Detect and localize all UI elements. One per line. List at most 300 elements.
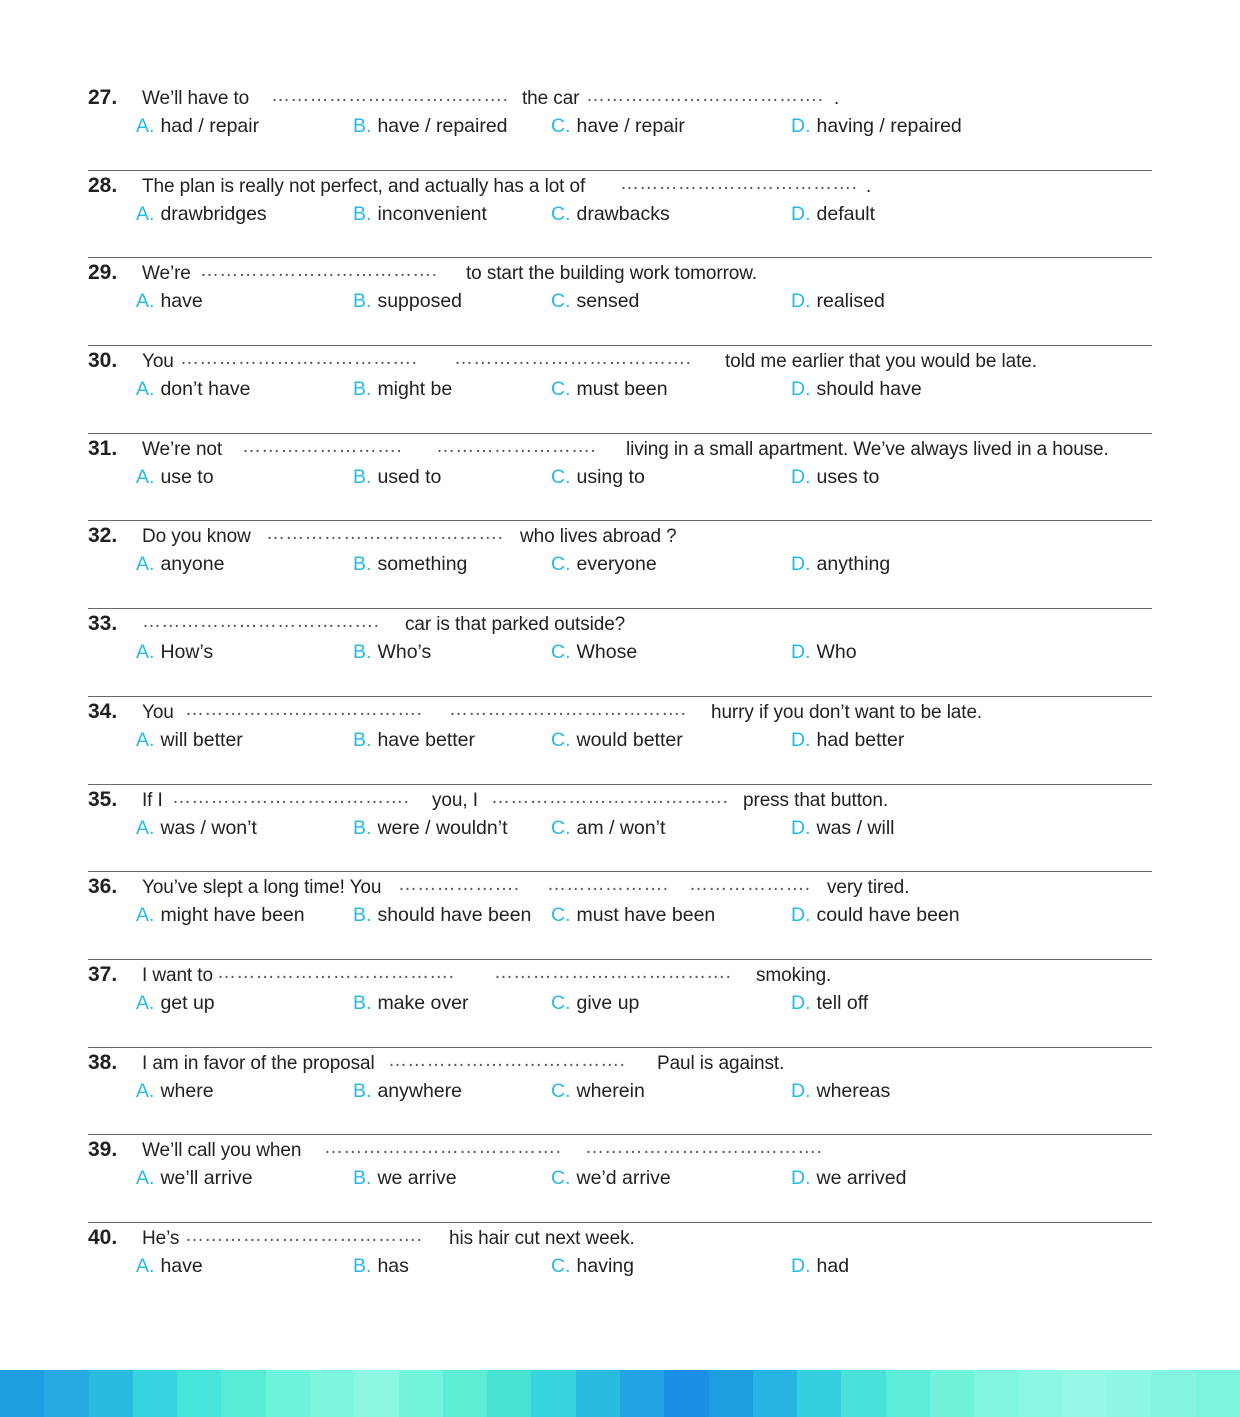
- question-text: We’ll call you when: [142, 1140, 302, 1162]
- question-item: [88, 258, 1152, 346]
- question-stem: [88, 1137, 1152, 1167]
- question-text: If I: [142, 789, 163, 811]
- question-stem: [88, 523, 1152, 553]
- option-letter: B.: [353, 202, 372, 225]
- option-text: wherein: [576, 1079, 645, 1102]
- answer-blank[interactable]: ……………….: [398, 874, 520, 896]
- option-text: anywhere: [377, 1079, 462, 1102]
- question-number: 31.: [88, 436, 118, 460]
- option-text: make over: [377, 991, 469, 1014]
- question-text: You: [142, 351, 174, 373]
- option-b[interactable]: [353, 641, 431, 664]
- answer-blank[interactable]: ……………………………….: [494, 961, 732, 983]
- question-stem: [88, 1050, 1152, 1080]
- option-c[interactable]: [551, 1080, 645, 1103]
- option-text: Who: [816, 641, 857, 664]
- answer-options: [88, 290, 1152, 320]
- option-text: drawbacks: [576, 202, 670, 225]
- option-a[interactable]: [136, 729, 243, 752]
- bar-segment: [1018, 1370, 1062, 1417]
- bar-segment: [487, 1370, 531, 1417]
- option-text: realised: [816, 290, 885, 313]
- option-letter: B.: [353, 904, 372, 927]
- question-text: He’s: [142, 1227, 180, 1249]
- option-letter: C.: [551, 115, 571, 137]
- answer-blank[interactable]: ……………………………….: [324, 1137, 562, 1159]
- option-d[interactable]: [791, 817, 895, 840]
- question-text: I want to: [142, 964, 213, 986]
- question-text: very tired.: [827, 877, 910, 899]
- option-d[interactable]: [791, 1255, 849, 1278]
- bar-segment: [44, 1370, 88, 1417]
- bar-segment: [266, 1370, 310, 1417]
- option-a[interactable]: [136, 378, 250, 401]
- question-number: 40.: [88, 1225, 118, 1249]
- option-letter: A.: [136, 641, 155, 664]
- option-a[interactable]: [136, 203, 267, 226]
- option-text: am / won’t: [576, 816, 666, 839]
- option-letter: A.: [136, 1167, 155, 1190]
- option-letter: A.: [136, 816, 155, 839]
- option-b[interactable]: [353, 466, 441, 489]
- option-a[interactable]: [136, 904, 305, 927]
- option-letter: D.: [791, 202, 811, 225]
- bar-segment: [1196, 1370, 1240, 1417]
- question-number: 29.: [88, 261, 118, 285]
- option-c[interactable]: [551, 729, 683, 752]
- option-d[interactable]: [791, 203, 875, 226]
- question-stem: [88, 260, 1152, 290]
- option-letter: B.: [353, 378, 372, 401]
- answer-blank[interactable]: ……………………………….: [142, 611, 380, 633]
- option-a[interactable]: [136, 115, 259, 138]
- option-text: we’ll arrive: [160, 1167, 253, 1190]
- answer-blank[interactable]: ……………………………….: [585, 1137, 823, 1159]
- question-item: [88, 785, 1152, 873]
- bar-segment: [576, 1370, 620, 1417]
- option-c[interactable]: [551, 290, 639, 313]
- question-text: his hair cut next week.: [449, 1227, 635, 1249]
- bar-segment: [709, 1370, 753, 1417]
- question-text: We’re not: [142, 438, 223, 460]
- question-number: 28.: [88, 173, 118, 197]
- bar-segment: [930, 1370, 974, 1417]
- option-b[interactable]: [353, 378, 452, 401]
- option-letter: D.: [791, 1167, 811, 1190]
- option-text: sensed: [576, 290, 640, 313]
- option-b[interactable]: [353, 992, 468, 1015]
- question-text: Do you know: [142, 526, 251, 548]
- question-stem: [88, 699, 1152, 729]
- option-text: have better: [377, 728, 476, 751]
- question-text: the car: [522, 88, 580, 109]
- option-letter: B.: [353, 991, 372, 1014]
- option-text: whereas: [816, 1079, 891, 1102]
- option-text: had / repair: [160, 115, 260, 137]
- question-text: to start the building work tomorrow.: [466, 263, 758, 285]
- option-d[interactable]: [791, 553, 890, 576]
- option-text: must been: [576, 378, 668, 401]
- bar-segment: [1151, 1370, 1195, 1417]
- option-c[interactable]: [551, 466, 645, 489]
- option-d[interactable]: [791, 466, 879, 489]
- option-a[interactable]: [136, 466, 214, 489]
- option-text: had better: [816, 728, 905, 751]
- bar-segment: [354, 1370, 398, 1417]
- option-letter: A.: [136, 115, 155, 137]
- answer-blank[interactable]: ……………….: [547, 874, 669, 896]
- bar-segment: [531, 1370, 575, 1417]
- question-number: 37.: [88, 962, 118, 986]
- option-text: used to: [377, 465, 442, 488]
- option-text: might have been: [160, 904, 305, 927]
- option-a[interactable]: [136, 817, 257, 840]
- option-b[interactable]: [353, 115, 508, 138]
- bar-segment: [1063, 1370, 1107, 1417]
- option-c[interactable]: [551, 992, 639, 1015]
- question-stem: [88, 787, 1152, 817]
- answer-blank[interactable]: ……………….: [689, 874, 811, 896]
- answer-blank[interactable]: ……………………………….: [620, 172, 858, 194]
- bar-segment: [443, 1370, 487, 1417]
- option-text: inconvenient: [377, 202, 487, 225]
- option-letter: D.: [791, 1254, 811, 1277]
- option-b[interactable]: [353, 290, 462, 313]
- option-letter: A.: [136, 991, 155, 1014]
- answer-options: [88, 1255, 1152, 1285]
- question-item: [88, 697, 1152, 785]
- question-item: [88, 1048, 1152, 1136]
- answer-blank[interactable]: ……………………………….: [388, 1049, 626, 1071]
- decorative-color-bar: [0, 1370, 1240, 1417]
- option-text: we arrived: [816, 1167, 907, 1190]
- answer-blank[interactable]: ……………………………….: [266, 523, 504, 545]
- option-letter: D.: [791, 904, 811, 927]
- option-text: tell off: [816, 991, 869, 1014]
- option-letter: B.: [353, 1079, 372, 1102]
- option-b[interactable]: [353, 729, 475, 752]
- option-c[interactable]: [551, 904, 715, 927]
- question-stem: [88, 1225, 1152, 1255]
- bar-segment: [310, 1370, 354, 1417]
- question-item: [88, 609, 1152, 697]
- answer-blank[interactable]: ……………………………….: [271, 85, 509, 106]
- option-text: anything: [816, 553, 891, 576]
- option-letter: B.: [353, 1167, 372, 1190]
- option-text: have / repaired: [377, 115, 508, 137]
- option-letter: D.: [791, 465, 811, 488]
- option-letter: A.: [136, 728, 155, 751]
- option-b[interactable]: [353, 1080, 462, 1103]
- question-text: who lives abroad ?: [520, 526, 677, 548]
- answer-options: [88, 115, 1152, 145]
- option-text: use to: [160, 465, 214, 488]
- option-text: uses to: [816, 465, 880, 488]
- option-text: have / repair: [576, 115, 685, 137]
- bar-segment: [797, 1370, 841, 1417]
- option-letter: D.: [791, 378, 811, 401]
- option-letter: B.: [353, 290, 372, 313]
- option-text: might be: [377, 378, 453, 401]
- option-letter: D.: [791, 115, 811, 137]
- option-letter: C.: [551, 1079, 571, 1102]
- option-text: Who’s: [377, 641, 432, 664]
- question-text: The plan is really not perfect, and actually has a lot of: [142, 175, 586, 197]
- option-text: we arrive: [377, 1167, 457, 1190]
- option-text: will better: [160, 728, 243, 751]
- question-text: Paul is against.: [657, 1052, 785, 1074]
- answer-options: [88, 203, 1152, 233]
- option-letter: C.: [551, 1167, 571, 1190]
- question-item: [88, 434, 1152, 522]
- answer-blank[interactable]: ……………………………….: [185, 1224, 423, 1246]
- question-number: 38.: [88, 1050, 118, 1074]
- question-item: [88, 346, 1152, 434]
- bar-segment: [664, 1370, 708, 1417]
- bar-segment: [221, 1370, 265, 1417]
- option-letter: B.: [353, 816, 372, 839]
- question-number: 36.: [88, 875, 118, 899]
- question-text: .: [866, 175, 872, 197]
- answer-options: [88, 1167, 1152, 1197]
- question-stem: [88, 85, 1152, 115]
- option-b[interactable]: [353, 553, 467, 576]
- option-letter: A.: [136, 1079, 155, 1102]
- answer-blank[interactable]: ……………………………….: [217, 961, 455, 983]
- answer-options: [88, 641, 1152, 671]
- bar-segment: [1107, 1370, 1151, 1417]
- option-d[interactable]: [791, 378, 922, 401]
- option-text: have: [160, 290, 203, 313]
- question-stem: [88, 611, 1152, 641]
- option-d[interactable]: [791, 1167, 906, 1190]
- option-a[interactable]: [136, 641, 213, 664]
- option-letter: A.: [136, 378, 155, 401]
- question-text: You’ve slept a long time! You: [142, 877, 382, 899]
- bar-segment: [0, 1370, 44, 1417]
- option-letter: A.: [136, 202, 155, 225]
- answer-options: [88, 992, 1152, 1022]
- option-text: having: [576, 1254, 634, 1277]
- option-c[interactable]: [551, 1167, 671, 1190]
- bar-segment: [841, 1370, 885, 1417]
- answer-options: [88, 904, 1152, 934]
- question-text: told me earlier that you would be late.: [725, 351, 1037, 373]
- question-number: 39.: [88, 1138, 118, 1162]
- option-d[interactable]: [791, 641, 857, 664]
- option-c[interactable]: [551, 115, 685, 138]
- option-letter: C.: [551, 553, 571, 576]
- option-a[interactable]: [136, 1167, 253, 1190]
- option-letter: A.: [136, 290, 155, 313]
- option-text: was / will: [816, 816, 895, 839]
- option-c[interactable]: [551, 553, 657, 576]
- option-d[interactable]: [791, 1080, 890, 1103]
- question-text: press that button.: [743, 789, 889, 811]
- option-letter: C.: [551, 378, 571, 401]
- answer-options: [88, 466, 1152, 496]
- question-item: [88, 521, 1152, 609]
- question-text: You: [142, 701, 174, 723]
- option-letter: A.: [136, 553, 155, 576]
- option-letter: D.: [791, 290, 811, 313]
- option-text: would better: [576, 728, 683, 751]
- bar-segment: [620, 1370, 664, 1417]
- question-list: [88, 83, 1152, 1311]
- option-text: Whose: [576, 641, 638, 664]
- option-letter: B.: [353, 115, 372, 137]
- question-item: [88, 83, 1152, 171]
- question-number: 34.: [88, 699, 118, 723]
- question-text: car is that parked outside?: [405, 614, 626, 636]
- option-text: drawbridges: [160, 202, 267, 225]
- question-number: 35.: [88, 787, 118, 811]
- answer-blank[interactable]: ……………………………….: [586, 85, 824, 106]
- option-text: should have: [816, 378, 922, 401]
- option-letter: B.: [353, 1254, 372, 1277]
- question-text: hurry if you don’t want to be late.: [711, 701, 983, 723]
- question-item: [88, 1135, 1152, 1223]
- option-a[interactable]: [136, 553, 224, 576]
- question-stem: [88, 962, 1152, 992]
- bar-segment: [133, 1370, 177, 1417]
- option-text: could have been: [816, 904, 960, 927]
- bar-segment: [399, 1370, 443, 1417]
- question-number: 33.: [88, 612, 118, 636]
- answer-blank[interactable]: …………………….: [436, 435, 596, 457]
- bar-segment: [89, 1370, 133, 1417]
- option-text: anyone: [160, 553, 225, 576]
- option-b[interactable]: [353, 1255, 409, 1278]
- option-letter: B.: [353, 728, 372, 751]
- answer-blank[interactable]: ……………………………….: [185, 698, 423, 720]
- answer-blank[interactable]: ……………………………….: [200, 260, 438, 282]
- option-letter: D.: [791, 816, 811, 839]
- option-a[interactable]: [136, 1255, 203, 1278]
- option-text: don’t have: [160, 378, 251, 401]
- option-d[interactable]: [791, 904, 960, 927]
- option-d[interactable]: [791, 729, 904, 752]
- question-item: [88, 1223, 1152, 1311]
- option-text: having / repaired: [816, 115, 962, 137]
- question-item: [88, 171, 1152, 259]
- option-letter: C.: [551, 991, 571, 1014]
- option-d[interactable]: [791, 992, 868, 1015]
- option-c[interactable]: [551, 817, 665, 840]
- answer-blank[interactable]: ……………………………….: [454, 348, 692, 370]
- option-text: everyone: [576, 553, 657, 576]
- question-text: We’ll have to: [142, 88, 250, 109]
- option-letter: A.: [136, 904, 155, 927]
- option-letter: C.: [551, 904, 571, 927]
- question-text: .: [834, 88, 840, 109]
- answer-options: [88, 553, 1152, 583]
- option-letter: C.: [551, 641, 571, 664]
- option-a[interactable]: [136, 1080, 214, 1103]
- answer-blank[interactable]: ……………………………….: [180, 348, 418, 370]
- question-number: 27.: [88, 86, 118, 109]
- option-c[interactable]: [551, 203, 670, 226]
- option-text: must have been: [576, 904, 716, 927]
- option-letter: C.: [551, 728, 571, 751]
- bar-segment: [753, 1370, 797, 1417]
- answer-options: [88, 729, 1152, 759]
- question-number: 32.: [88, 524, 118, 548]
- option-d[interactable]: [791, 290, 885, 313]
- bar-segment: [974, 1370, 1018, 1417]
- option-letter: C.: [551, 465, 571, 488]
- option-text: have: [160, 1254, 203, 1277]
- option-d[interactable]: [791, 115, 962, 138]
- option-text: was / won’t: [160, 816, 257, 839]
- bar-segment: [886, 1370, 930, 1417]
- option-letter: D.: [791, 991, 811, 1014]
- question-stem: [88, 173, 1152, 203]
- option-text: should have been: [377, 904, 532, 927]
- answer-blank[interactable]: ……………………………….: [491, 786, 729, 808]
- option-c[interactable]: [551, 1255, 634, 1278]
- option-a[interactable]: [136, 992, 215, 1015]
- option-b[interactable]: [353, 817, 508, 840]
- option-text: something: [377, 553, 468, 576]
- option-letter: C.: [551, 202, 571, 225]
- answer-blank[interactable]: …………………….: [242, 435, 402, 457]
- option-text: were / wouldn’t: [377, 816, 508, 839]
- answer-blank[interactable]: ……………………………….: [449, 698, 687, 720]
- question-stem: [88, 348, 1152, 378]
- option-letter: B.: [353, 641, 372, 664]
- option-b[interactable]: [353, 904, 531, 927]
- option-letter: B.: [353, 553, 372, 576]
- option-text: default: [816, 202, 876, 225]
- answer-options: [88, 378, 1152, 408]
- option-text: get up: [160, 991, 215, 1014]
- option-text: where: [160, 1079, 214, 1102]
- question-text: smoking.: [756, 964, 832, 986]
- option-b[interactable]: [353, 1167, 457, 1190]
- option-letter: A.: [136, 465, 155, 488]
- option-letter: D.: [791, 641, 811, 664]
- option-b[interactable]: [353, 203, 487, 226]
- option-letter: A.: [136, 1254, 155, 1277]
- option-text: supposed: [377, 290, 463, 313]
- question-text: you, I: [432, 789, 478, 811]
- option-letter: D.: [791, 553, 811, 576]
- option-letter: B.: [353, 465, 372, 488]
- option-text: has: [377, 1254, 409, 1277]
- question-item: [88, 872, 1152, 960]
- option-letter: D.: [791, 728, 811, 751]
- option-text: we’d arrive: [576, 1167, 671, 1190]
- option-c[interactable]: [551, 378, 668, 401]
- question-text: I am in favor of the proposal: [142, 1052, 375, 1074]
- question-stem: [88, 436, 1152, 466]
- question-text: We’re: [142, 263, 191, 285]
- option-letter: C.: [551, 1254, 571, 1277]
- question-item: [88, 960, 1152, 1048]
- option-letter: D.: [791, 1079, 811, 1102]
- option-text: How’s: [160, 641, 214, 664]
- question-number: 30.: [88, 349, 118, 373]
- answer-options: [88, 817, 1152, 847]
- bar-segment: [177, 1370, 221, 1417]
- option-c[interactable]: [551, 641, 637, 664]
- answer-blank[interactable]: ……………………………….: [172, 786, 410, 808]
- option-a[interactable]: [136, 290, 203, 313]
- answer-options: [88, 1080, 1152, 1110]
- question-stem: [88, 874, 1152, 904]
- option-letter: C.: [551, 816, 571, 839]
